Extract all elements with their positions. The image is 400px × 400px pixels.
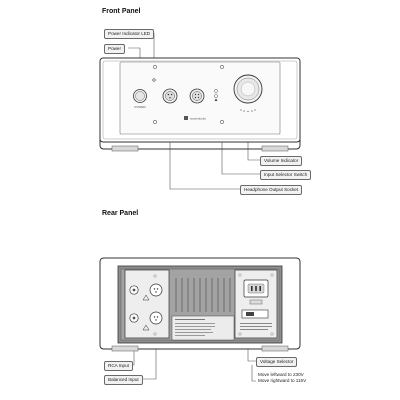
callout-volume-indicator: Volume Indicator	[260, 156, 302, 166]
rear-panel-title: Rear Panel	[102, 210, 139, 217]
voltage-note-line-2: Move rightward to 115V	[258, 378, 307, 383]
voltage-note-line-1: Move leftward to 230V	[258, 372, 304, 377]
callout-balanced-input: Balanced Input	[104, 375, 143, 385]
rating-label-plate	[172, 316, 234, 340]
front-panel-title: Front Panel	[102, 8, 141, 15]
balanced-input-left	[150, 284, 162, 296]
callout-input-selector-switch: Input Selector Switch	[260, 170, 311, 180]
callout-rca-input: RCA Input	[104, 361, 133, 371]
power-inlet-plate	[235, 270, 277, 338]
rear-foot-left	[112, 346, 138, 351]
voltage-note	[258, 372, 306, 384]
input-connector-plate	[125, 270, 169, 338]
rear-foot-right	[262, 346, 288, 351]
power-label: POWER	[134, 105, 146, 109]
balanced-input-right	[150, 312, 162, 324]
callout-power: Power	[104, 44, 125, 54]
leader-voltage-note	[252, 365, 256, 381]
fuse-holder	[250, 300, 262, 304]
voltage-selector-switch	[242, 310, 268, 318]
callout-headphone-output-socket: Headphone Output Socket	[240, 185, 302, 195]
brand-text: xiaomiaudio	[190, 116, 207, 121]
callout-power-indicator-led: Power Indicator LED	[104, 29, 154, 39]
callout-voltage-selector: Voltage Selector	[256, 357, 297, 367]
